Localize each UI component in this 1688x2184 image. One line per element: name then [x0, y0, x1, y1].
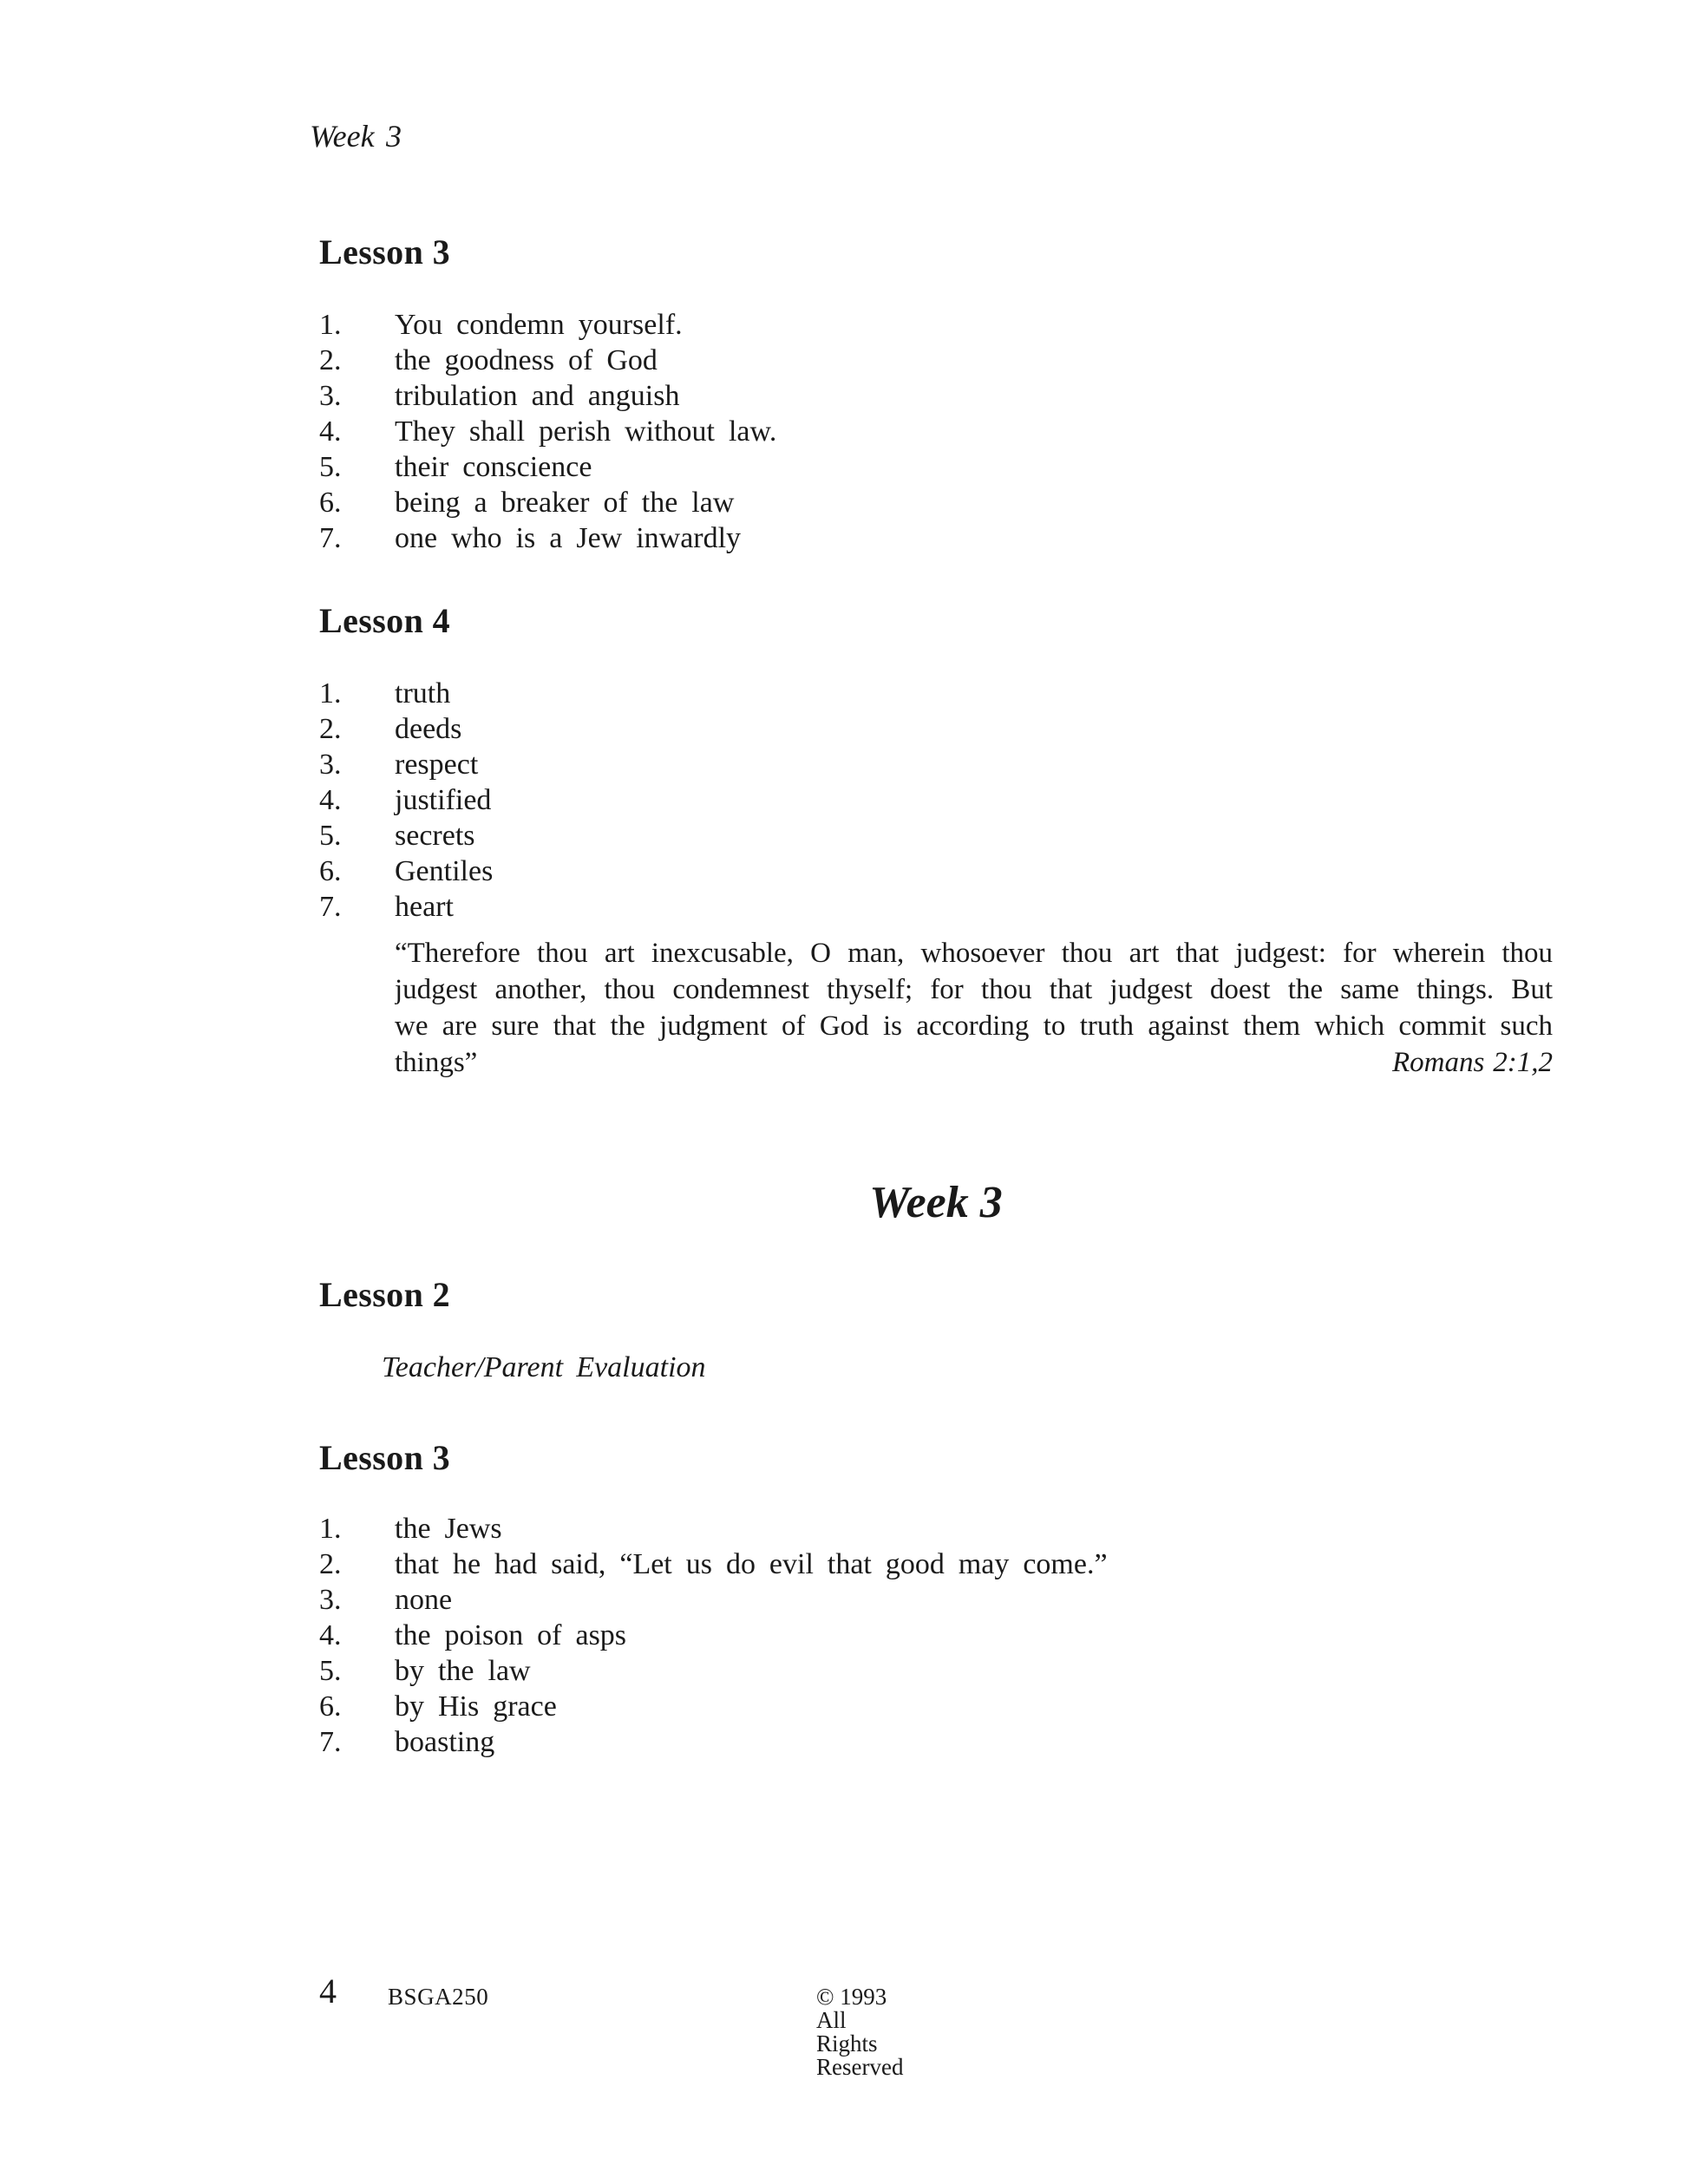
- answer-row: [319, 1689, 1108, 1724]
- week-title: Week 3: [869, 1178, 1003, 1227]
- answer-number: 3.: [319, 380, 342, 412]
- answer-number: 2.: [319, 344, 342, 376]
- answer-text: being a breaker of the law: [395, 487, 735, 519]
- answer-text: deeds: [395, 713, 462, 745]
- answer-row: [319, 1546, 1108, 1582]
- answer-text: by the law: [395, 1655, 531, 1687]
- answer-text: secrets: [395, 820, 475, 852]
- quote-line: “Therefore thou art inexcusable, O man, whosoever thou art that judgest: for wherein thou: [395, 938, 1553, 969]
- answer-number: 1.: [319, 1513, 342, 1545]
- answer-row: [319, 1618, 1108, 1653]
- lesson-3-heading: Lesson 3: [319, 232, 451, 271]
- answer-number: 6.: [319, 487, 342, 519]
- answer-number: 1.: [319, 309, 342, 341]
- running-header: Week 3: [310, 119, 402, 154]
- answer-number: 6.: [319, 1690, 342, 1723]
- answer-row: [319, 485, 776, 520]
- answer-number: 4.: [319, 784, 342, 816]
- lesson-3-week3-answer-list: [319, 1511, 1108, 1760]
- answer-number: 2.: [319, 713, 342, 745]
- quote-line: [395, 1044, 1553, 1081]
- answer-text: boasting: [395, 1726, 495, 1758]
- answer-row: [319, 1582, 1108, 1618]
- answer-number: 7.: [319, 522, 342, 554]
- lesson-3-heading-week3: Lesson 3: [319, 1438, 451, 1477]
- lesson-3-answer-list: [319, 307, 776, 556]
- footer-page-number: 4: [319, 1971, 337, 2011]
- answer-number: 3.: [319, 1584, 342, 1616]
- answer-number: 5.: [319, 451, 342, 483]
- answer-text: by His grace: [395, 1690, 557, 1723]
- answer-text: tribulation and anguish: [395, 380, 680, 412]
- answer-text: Gentiles: [395, 855, 494, 887]
- answer-number: 6.: [319, 855, 342, 887]
- answer-text: their conscience: [395, 451, 592, 483]
- answer-row: [319, 1511, 1108, 1546]
- scripture-quote: [395, 935, 1553, 1081]
- quote-line-text: things”: [395, 1047, 478, 1078]
- answer-text: none: [395, 1584, 453, 1616]
- footer-code: BSGA250: [388, 1984, 489, 2010]
- evaluation-note: Teacher/Parent Evaluation: [382, 1351, 706, 1383]
- answer-text: one who is a Jew inwardly: [395, 522, 742, 554]
- answer-number: 2.: [319, 1548, 342, 1580]
- answer-number: 7.: [319, 891, 342, 923]
- answer-number: 4.: [319, 415, 342, 448]
- answer-text: You condemn yourself.: [395, 309, 683, 341]
- lesson-4-answer-list: [319, 676, 493, 925]
- answer-row: [319, 414, 776, 449]
- answer-number: 5.: [319, 1655, 342, 1687]
- answer-row: [319, 449, 776, 485]
- answer-number: 3.: [319, 749, 342, 781]
- lesson-2-heading: Lesson 2: [319, 1275, 451, 1314]
- answer-row: [319, 1653, 1108, 1689]
- answer-row: [319, 343, 776, 378]
- answer-text: respect: [395, 749, 479, 781]
- answer-row: [319, 782, 493, 818]
- answer-row: [319, 711, 493, 747]
- answer-text: that he had said, “Let us do evil that good may come.”: [395, 1548, 1108, 1580]
- footer-copyright: © 1993 All Rights Reserved: [816, 1984, 904, 2080]
- answer-text: heart: [395, 891, 454, 923]
- answer-row: [319, 378, 776, 414]
- answer-row: [319, 853, 493, 889]
- answer-row: [319, 889, 493, 925]
- answer-row: [319, 818, 493, 853]
- answer-number: 1.: [319, 677, 342, 709]
- scripture-reference: Romans 2:1,2: [1392, 1047, 1553, 1078]
- answer-text: truth: [395, 677, 451, 709]
- answer-row: [319, 307, 776, 343]
- answer-row: [319, 747, 493, 782]
- answer-row: [319, 520, 776, 556]
- quote-line: judgest another, thou condemnest thyself; for thou that judgest doest the same things. But: [395, 974, 1553, 1005]
- answer-row: [319, 1724, 1108, 1760]
- quote-line: we are sure that the judgment of God is according to truth against them which commit such: [395, 1010, 1553, 1042]
- lesson-4-heading: Lesson 4: [319, 601, 451, 640]
- answer-text: the Jews: [395, 1513, 502, 1545]
- answer-text: the goodness of God: [395, 344, 658, 376]
- answer-text: the poison of asps: [395, 1619, 627, 1651]
- answer-text: They shall perish without law.: [395, 415, 777, 448]
- answer-row: [319, 676, 493, 711]
- answer-number: 7.: [319, 1726, 342, 1758]
- answer-number: 5.: [319, 820, 342, 852]
- answer-text: justified: [395, 784, 492, 816]
- answer-number: 4.: [319, 1619, 342, 1651]
